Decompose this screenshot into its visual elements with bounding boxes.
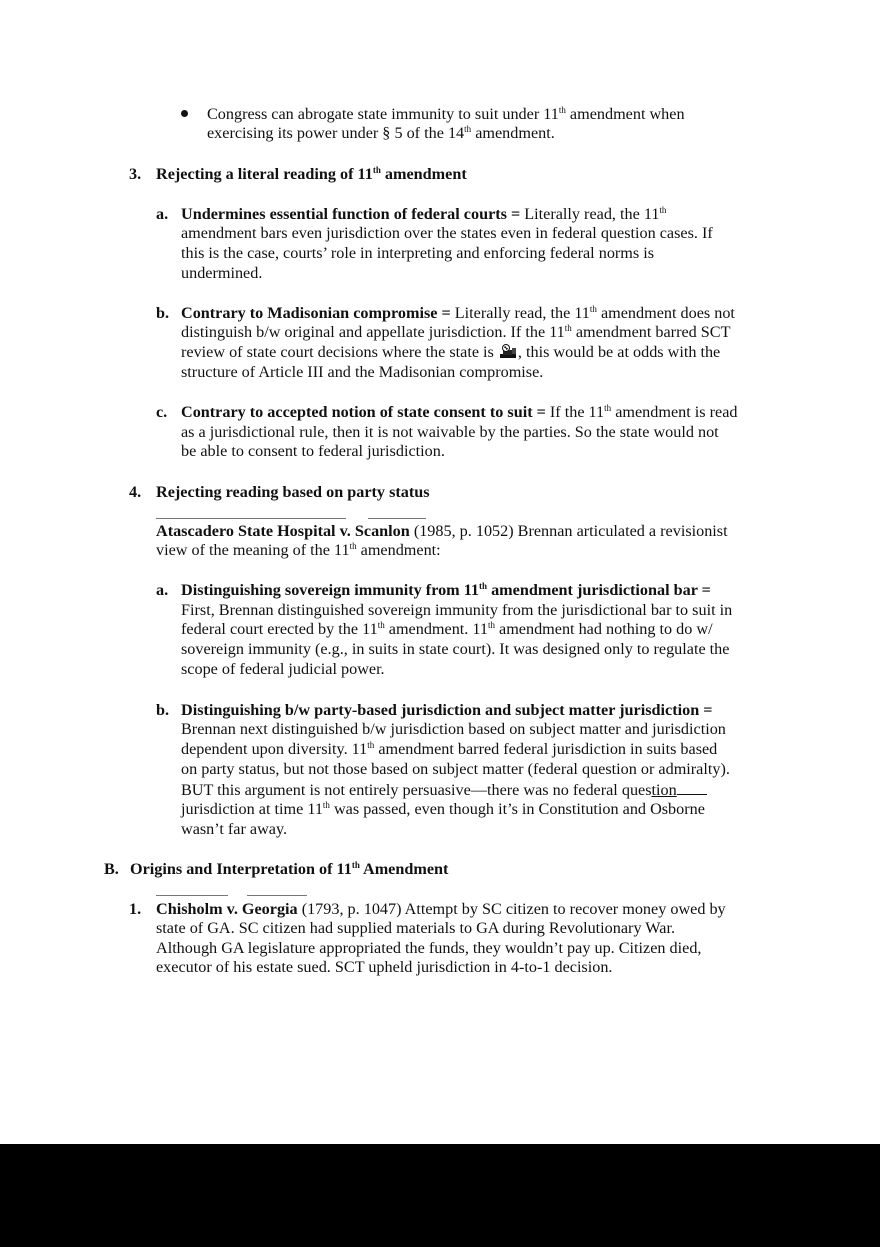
item-line: as a jurisdictional rule, then it is not waivable by the parties. So the state would not: [181, 423, 719, 441]
item-line: state of GA. SC citizen had supplied materials to GA during Revolutionary War.: [156, 919, 676, 937]
item-line: this is the case, courts’ role in interpreting and enforcing federal norms is: [181, 244, 655, 262]
item-line: executor of his estate sued. SCT upheld jurisdiction in 4-to-1 decision.: [156, 958, 613, 976]
case-citation-line: view of the meaning of the 11th amendment:: [156, 541, 441, 559]
item-line: on party status, but not those based on subject matter (federal question or admiralty).: [181, 760, 730, 778]
item-line: dependent upon diversity. 11th amendment barred federal jurisdiction in suits based: [181, 740, 718, 758]
item-heading: Undermines essential function of federal courts =: [181, 205, 521, 223]
case-citation-line: Atascadero State Hospital v. Scanlon (1985, p. 1052) Brennan articulated a revisionist: [156, 522, 728, 540]
item-line: be able to consent to federal jurisdiction.: [181, 442, 445, 460]
underline-blank: [677, 780, 707, 795]
item-line: federal court erected by the 11th amendment. 11th amendment had nothing to do w/: [181, 620, 713, 638]
gavel-icon: [498, 344, 518, 359]
item-line: Contrary to accepted notion of state consent to suit = If the 11th amendment is read: [181, 403, 738, 421]
item-line: jurisdiction at time 11th was passed, even though it’s in Constitution and Osborne: [181, 800, 705, 818]
section-heading: Rejecting a literal reading of 11th amendment: [156, 165, 467, 183]
bullet-text-line: Congress can abrogate state immunity to suit under 11th amendment when: [207, 105, 685, 123]
separator-rule: [156, 518, 346, 519]
item-heading: Contrary to accepted notion of state consent to suit =: [181, 403, 546, 421]
item-line: First, Brennan distinguished sovereign immunity from the jurisdictional bar to suit in: [181, 601, 733, 619]
case-name: Chisholm v. Georgia: [156, 900, 298, 918]
section-heading: Rejecting reading based on party status: [156, 483, 430, 501]
item-line: amendment bars even jurisdiction over the states even in federal question cases. If: [181, 224, 713, 242]
item-line: Chisholm v. Georgia (1793, p. 1047) Attempt by SC citizen to recover money owed by: [156, 900, 726, 918]
section-number: 3.: [129, 165, 142, 183]
case-name: Atascadero State Hospital v. Scanlon: [156, 522, 410, 540]
section-number: 4.: [129, 483, 142, 501]
separator-rule: [368, 518, 426, 519]
item-line: wasn’t far away.: [181, 820, 288, 838]
item-line: BUT this argument is not entirely persuasive—there was no federal question: [181, 780, 707, 800]
black-letterbox-band: [0, 1144, 880, 1247]
bullet-text-line: exercising its power under § 5 of the 14th amendment.: [207, 124, 555, 142]
item-line: undermined.: [181, 264, 263, 282]
item-line: sovereign immunity (e.g., in suits in state court). It was designed only to regulate the: [181, 640, 730, 658]
separator-rule: [247, 895, 307, 896]
item-marker: a.: [156, 205, 169, 223]
item-line: Brennan next distinguished b/w jurisdiction based on subject matter and jurisdiction: [181, 720, 726, 738]
section-letter: B.: [104, 860, 119, 878]
section-heading: Origins and Interpretation of 11th Amendment: [130, 860, 449, 878]
item-line: Undermines essential function of federal courts = Literally read, the 11th: [181, 205, 667, 223]
item-line: distinguish b/w original and appellate jurisdiction. If the 11th amendment barred SCT: [181, 323, 731, 341]
item-line: scope of federal judicial power.: [181, 660, 385, 678]
item-marker: b.: [156, 304, 170, 322]
item-heading: Contrary to Madisonian compromise =: [181, 304, 451, 322]
item-marker: b.: [156, 701, 170, 719]
item-line: review of state court decisions where the state is , this would be at odds with the: [181, 343, 721, 361]
item-heading: Distinguishing b/w party-based jurisdiction and subject matter jurisdiction =: [181, 701, 713, 719]
separator-rule: [156, 895, 228, 896]
item-marker: a.: [156, 581, 169, 599]
item-line: structure of Article III and the Madisonian compromise.: [181, 363, 544, 381]
item-marker: c.: [156, 403, 168, 421]
bullet-icon: [181, 110, 188, 117]
item-marker: 1.: [129, 900, 142, 918]
item-line: Contrary to Madisonian compromise = Literally read, the 11th amendment does not: [181, 304, 735, 322]
item-heading: Distinguishing sovereign immunity from 11th amendment jurisdictional bar =: [181, 581, 711, 599]
item-line: Although GA legislature appropriated the funds, they wouldn’t pay up. Citizen died,: [156, 939, 702, 957]
